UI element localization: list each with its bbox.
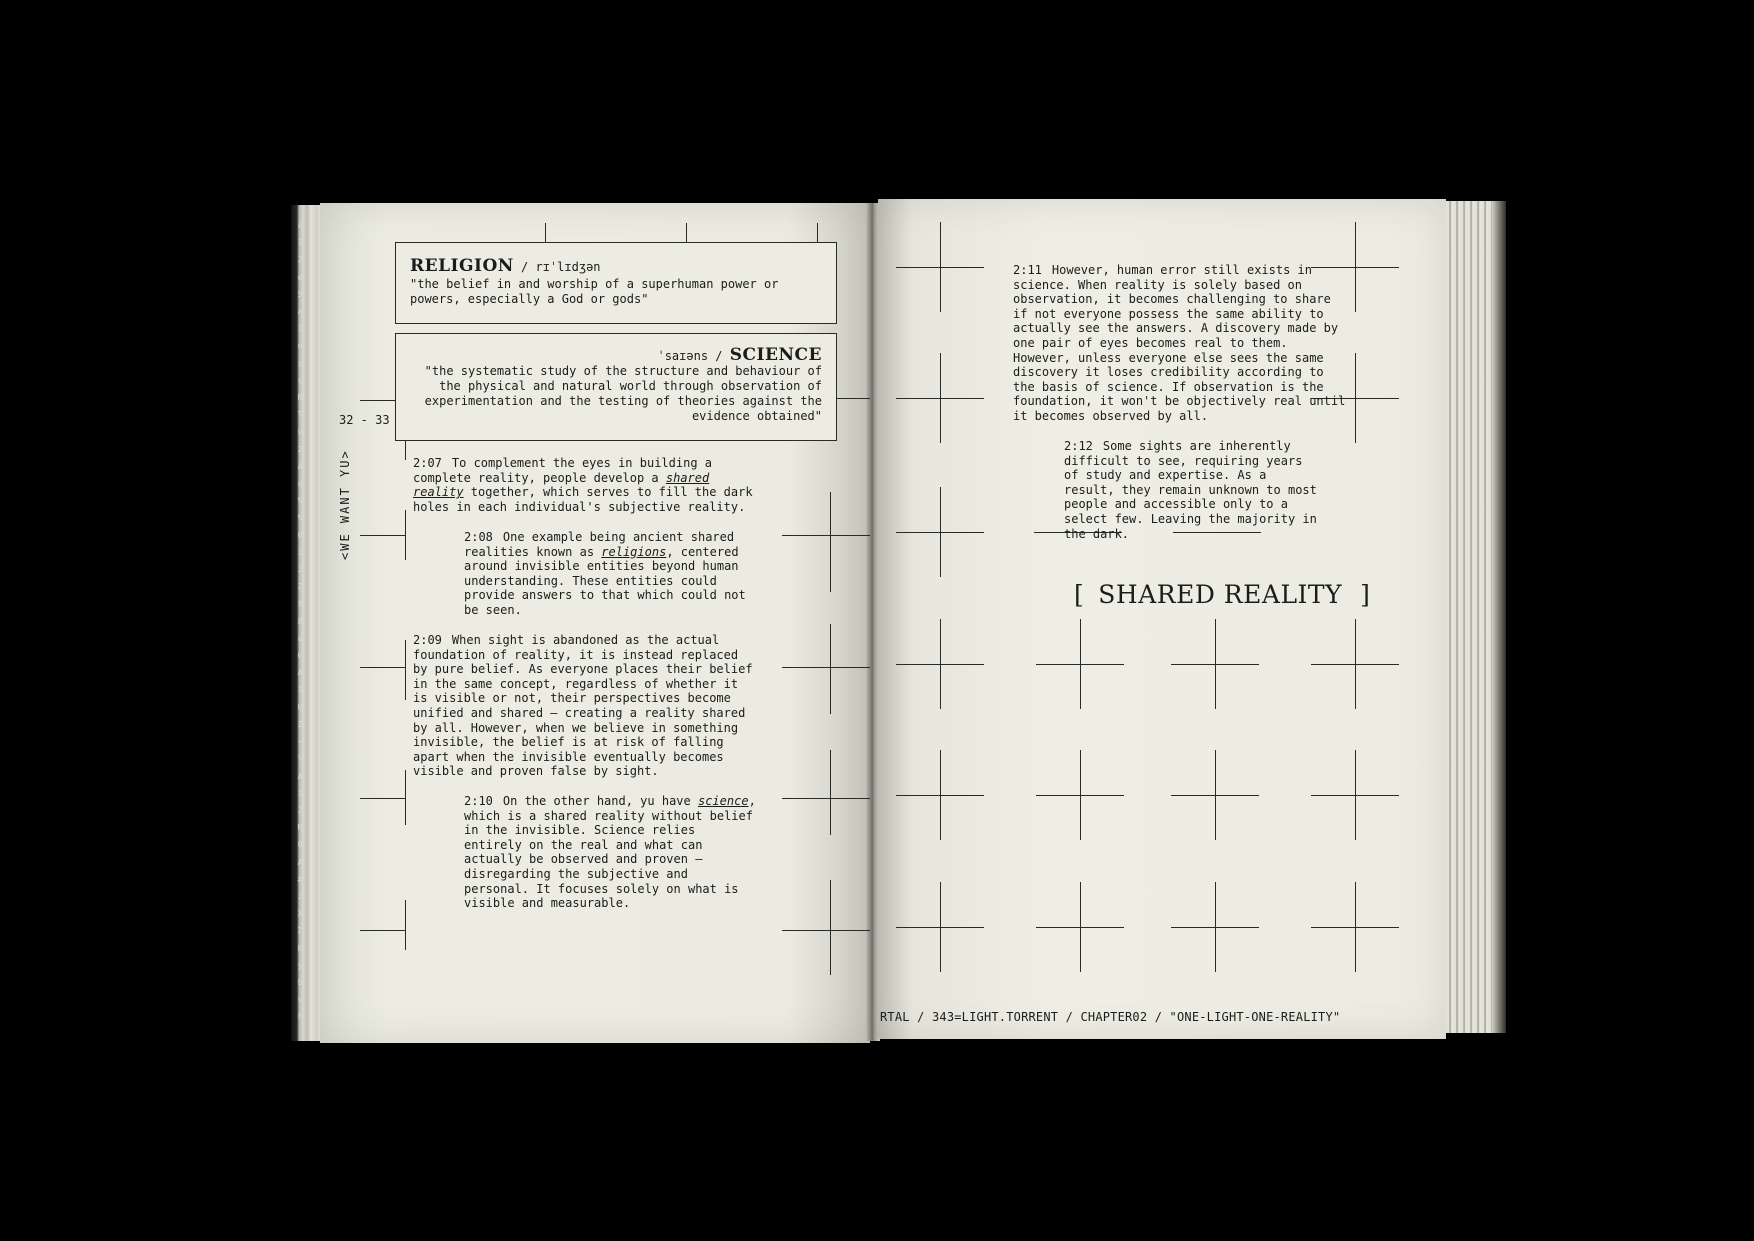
shared-reality-heading: [ SHARED REALITY ] bbox=[1074, 580, 1371, 609]
side-index-char: c bbox=[297, 375, 303, 385]
side-index-char: a bbox=[297, 633, 303, 643]
side-index-char: N bbox=[297, 393, 303, 403]
running-footer: RTAL / 343=LIGHT.TORRENT / CHAPTER02 / "ONE-LIGHT-ONE-REALITY" bbox=[880, 1010, 1341, 1024]
grid-hline bbox=[360, 667, 405, 668]
science-definition-line: evidence obtained" bbox=[691, 409, 822, 423]
side-index-char: T bbox=[297, 410, 303, 420]
side-index-char: a bbox=[297, 479, 303, 489]
side-index-char: U bbox=[297, 702, 303, 712]
side-index-char: J bbox=[297, 805, 303, 815]
science-link[interactable]: science bbox=[697, 794, 749, 808]
grid-hline bbox=[782, 930, 870, 931]
grid-vline bbox=[405, 510, 406, 560]
side-index-char: b bbox=[297, 977, 303, 987]
side-index-char: $ bbox=[297, 599, 303, 609]
science-definition-line: the physical and natural world through observation of bbox=[439, 379, 822, 393]
side-index-char: 1 bbox=[297, 685, 303, 695]
page-number: 32 - 33 bbox=[339, 413, 390, 427]
side-index-char: J bbox=[297, 255, 303, 265]
side-index-char: 1 bbox=[297, 238, 303, 248]
grid-vline bbox=[405, 640, 406, 700]
paragraph-2-08: 2:08 One example being ancient shared realities known as religions, centered around invisible entities beyond human understanding. These entities could provide answers to that which could not be seen. bbox=[464, 530, 746, 617]
side-index-char: J bbox=[297, 891, 303, 901]
grid-hline bbox=[782, 667, 870, 668]
grid-vline bbox=[830, 750, 831, 835]
science-phonetic: ˈsaɪəns / bbox=[657, 349, 723, 363]
paragraph-2-10: 2:10 On the other hand, yu have science, which is a shared reality without belief in the invisible. Science relies entirely on the real and what can actually be observed and proven – disregarding the subjective and personal. It focuses solely on what is visible and measurable. bbox=[464, 794, 756, 911]
side-index-char: A bbox=[297, 668, 303, 678]
grid-vline bbox=[1215, 619, 1216, 709]
science-definition-box bbox=[395, 333, 837, 441]
grid-hline bbox=[782, 798, 870, 799]
grid-vline bbox=[686, 223, 687, 243]
grid-vline bbox=[940, 750, 941, 840]
paragraph-2-09: 2:09 When sight is abandoned as the actual foundation of reality, it is instead replaced by pure belief. As everyone places their belief in the same concept, regardless of whether it is visible or not, their perspectives become unified and shared – creating a reality shared by all. However, when we believe in something invisible, the belief is at risk of falling apart when the invisible eventually becomes visible and proven false by sight. bbox=[413, 633, 753, 779]
grid-vline bbox=[1080, 619, 1081, 709]
side-index-char: A bbox=[297, 461, 303, 471]
side-index-char: A bbox=[297, 771, 303, 781]
grid-vline bbox=[1355, 353, 1356, 443]
grid-vline bbox=[1355, 750, 1356, 840]
side-index-char: i bbox=[297, 547, 303, 557]
side-index-char: v bbox=[297, 995, 303, 1005]
side-index-char: M bbox=[297, 823, 303, 833]
science-term: SCIENCE bbox=[729, 345, 822, 365]
side-index-char: 0 bbox=[297, 840, 303, 850]
grid-vline bbox=[1215, 750, 1216, 840]
religion-term: RELIGION bbox=[410, 256, 514, 276]
grid-vline bbox=[1355, 619, 1356, 709]
grid-vline bbox=[1215, 882, 1216, 972]
grid-vline bbox=[830, 492, 831, 592]
side-index-char: e bbox=[297, 272, 303, 282]
grid-vline bbox=[940, 222, 941, 312]
side-index-char: y bbox=[297, 960, 303, 970]
side-index-char: J bbox=[297, 565, 303, 575]
side-index-char: Σ bbox=[297, 926, 303, 936]
grid-vline bbox=[1080, 750, 1081, 840]
grid-vline bbox=[1355, 882, 1356, 972]
side-index-char: 9 bbox=[297, 496, 303, 506]
shared-reality-link[interactable]: shared reality bbox=[413, 470, 710, 500]
grid-hline bbox=[782, 535, 870, 536]
side-index-char: 0 bbox=[297, 530, 303, 540]
grid-vline bbox=[1355, 222, 1356, 272]
side-index-char: B bbox=[297, 943, 303, 953]
side-index-char: 2 bbox=[297, 582, 303, 592]
side-index-char: Z bbox=[297, 719, 303, 729]
side-index-char: 5 bbox=[297, 289, 303, 299]
paragraph-2-12: 2:12 Some sights are inherently difficult to see, requiring years of study and expertise. As a result, they remain unknown to most people and accessible only to a select few. Leaving the majority in the dark. bbox=[1064, 439, 1317, 541]
paragraph-2-07: 2:07 To complement the eyes in building a complete reality, people develop a shared reality together, which serves to fill the dark holes in each individual's subjective reality. bbox=[413, 456, 753, 514]
right-page-stack bbox=[1446, 201, 1506, 1033]
side-index-char: 1 bbox=[297, 788, 303, 798]
grid-vline bbox=[940, 487, 941, 577]
religion-definition: "the belief in and worship of a superhuman power or powers, especially a God or gods" bbox=[410, 277, 779, 306]
left-page bbox=[320, 203, 870, 1043]
side-index-char: o bbox=[297, 341, 303, 351]
science-definition-line: "the systematic study of the structure and behaviour of bbox=[424, 364, 822, 378]
paragraph-2-11: 2:11 However, human error still exists in science. When reality is solely based on observation, it becomes challenging to share if not everyone possess the same ability to actually see the answers. A discovery made by one pair of eyes becomes real to them. However, unless everyone else sees the same discovery it loses credibility according to the basis of science. If observation is the foundation, it won't be objectively real until it becomes observed by all. bbox=[1013, 263, 1346, 423]
grid-vline bbox=[940, 353, 941, 443]
side-index-char: ~ bbox=[297, 737, 303, 747]
grid-vline bbox=[830, 880, 831, 975]
religion-definition-box bbox=[395, 242, 837, 324]
side-index-strip bbox=[295, 222, 305, 1022]
religions-link[interactable]: religions bbox=[601, 544, 667, 559]
grid-hline bbox=[360, 798, 405, 799]
vertical-title: <WE WANT YU> bbox=[338, 449, 352, 560]
grid-hline bbox=[360, 535, 405, 536]
side-index-char: 2 bbox=[297, 444, 303, 454]
grid-vline bbox=[817, 223, 818, 243]
grid-vline bbox=[830, 624, 831, 714]
side-index-char: G bbox=[297, 651, 303, 661]
side-index-char: 8 bbox=[297, 616, 303, 626]
side-index-char: F bbox=[297, 1012, 303, 1022]
grid-vline bbox=[940, 619, 941, 709]
side-index-char: a bbox=[297, 307, 303, 317]
side-index-char: % bbox=[297, 513, 303, 523]
side-index-char: A bbox=[297, 857, 303, 867]
grid-vline bbox=[940, 882, 941, 972]
grid-vline bbox=[545, 223, 546, 243]
side-index-char: u bbox=[297, 427, 303, 437]
side-index-char: # bbox=[297, 874, 303, 884]
grid-vline bbox=[405, 770, 406, 825]
side-index-char: X bbox=[297, 909, 303, 919]
grid-hline bbox=[360, 930, 405, 931]
religion-phonetic: / rɪˈlɪdʒən bbox=[521, 260, 601, 274]
side-index-char: a bbox=[297, 221, 303, 230]
side-index-char: s bbox=[297, 358, 303, 368]
science-definition-line: experimentation and the testing of theories against the bbox=[424, 394, 822, 408]
side-index-char: 1 bbox=[297, 324, 303, 334]
side-index-char: \ bbox=[297, 754, 303, 764]
grid-vline bbox=[405, 900, 406, 950]
grid-vline bbox=[1080, 882, 1081, 972]
